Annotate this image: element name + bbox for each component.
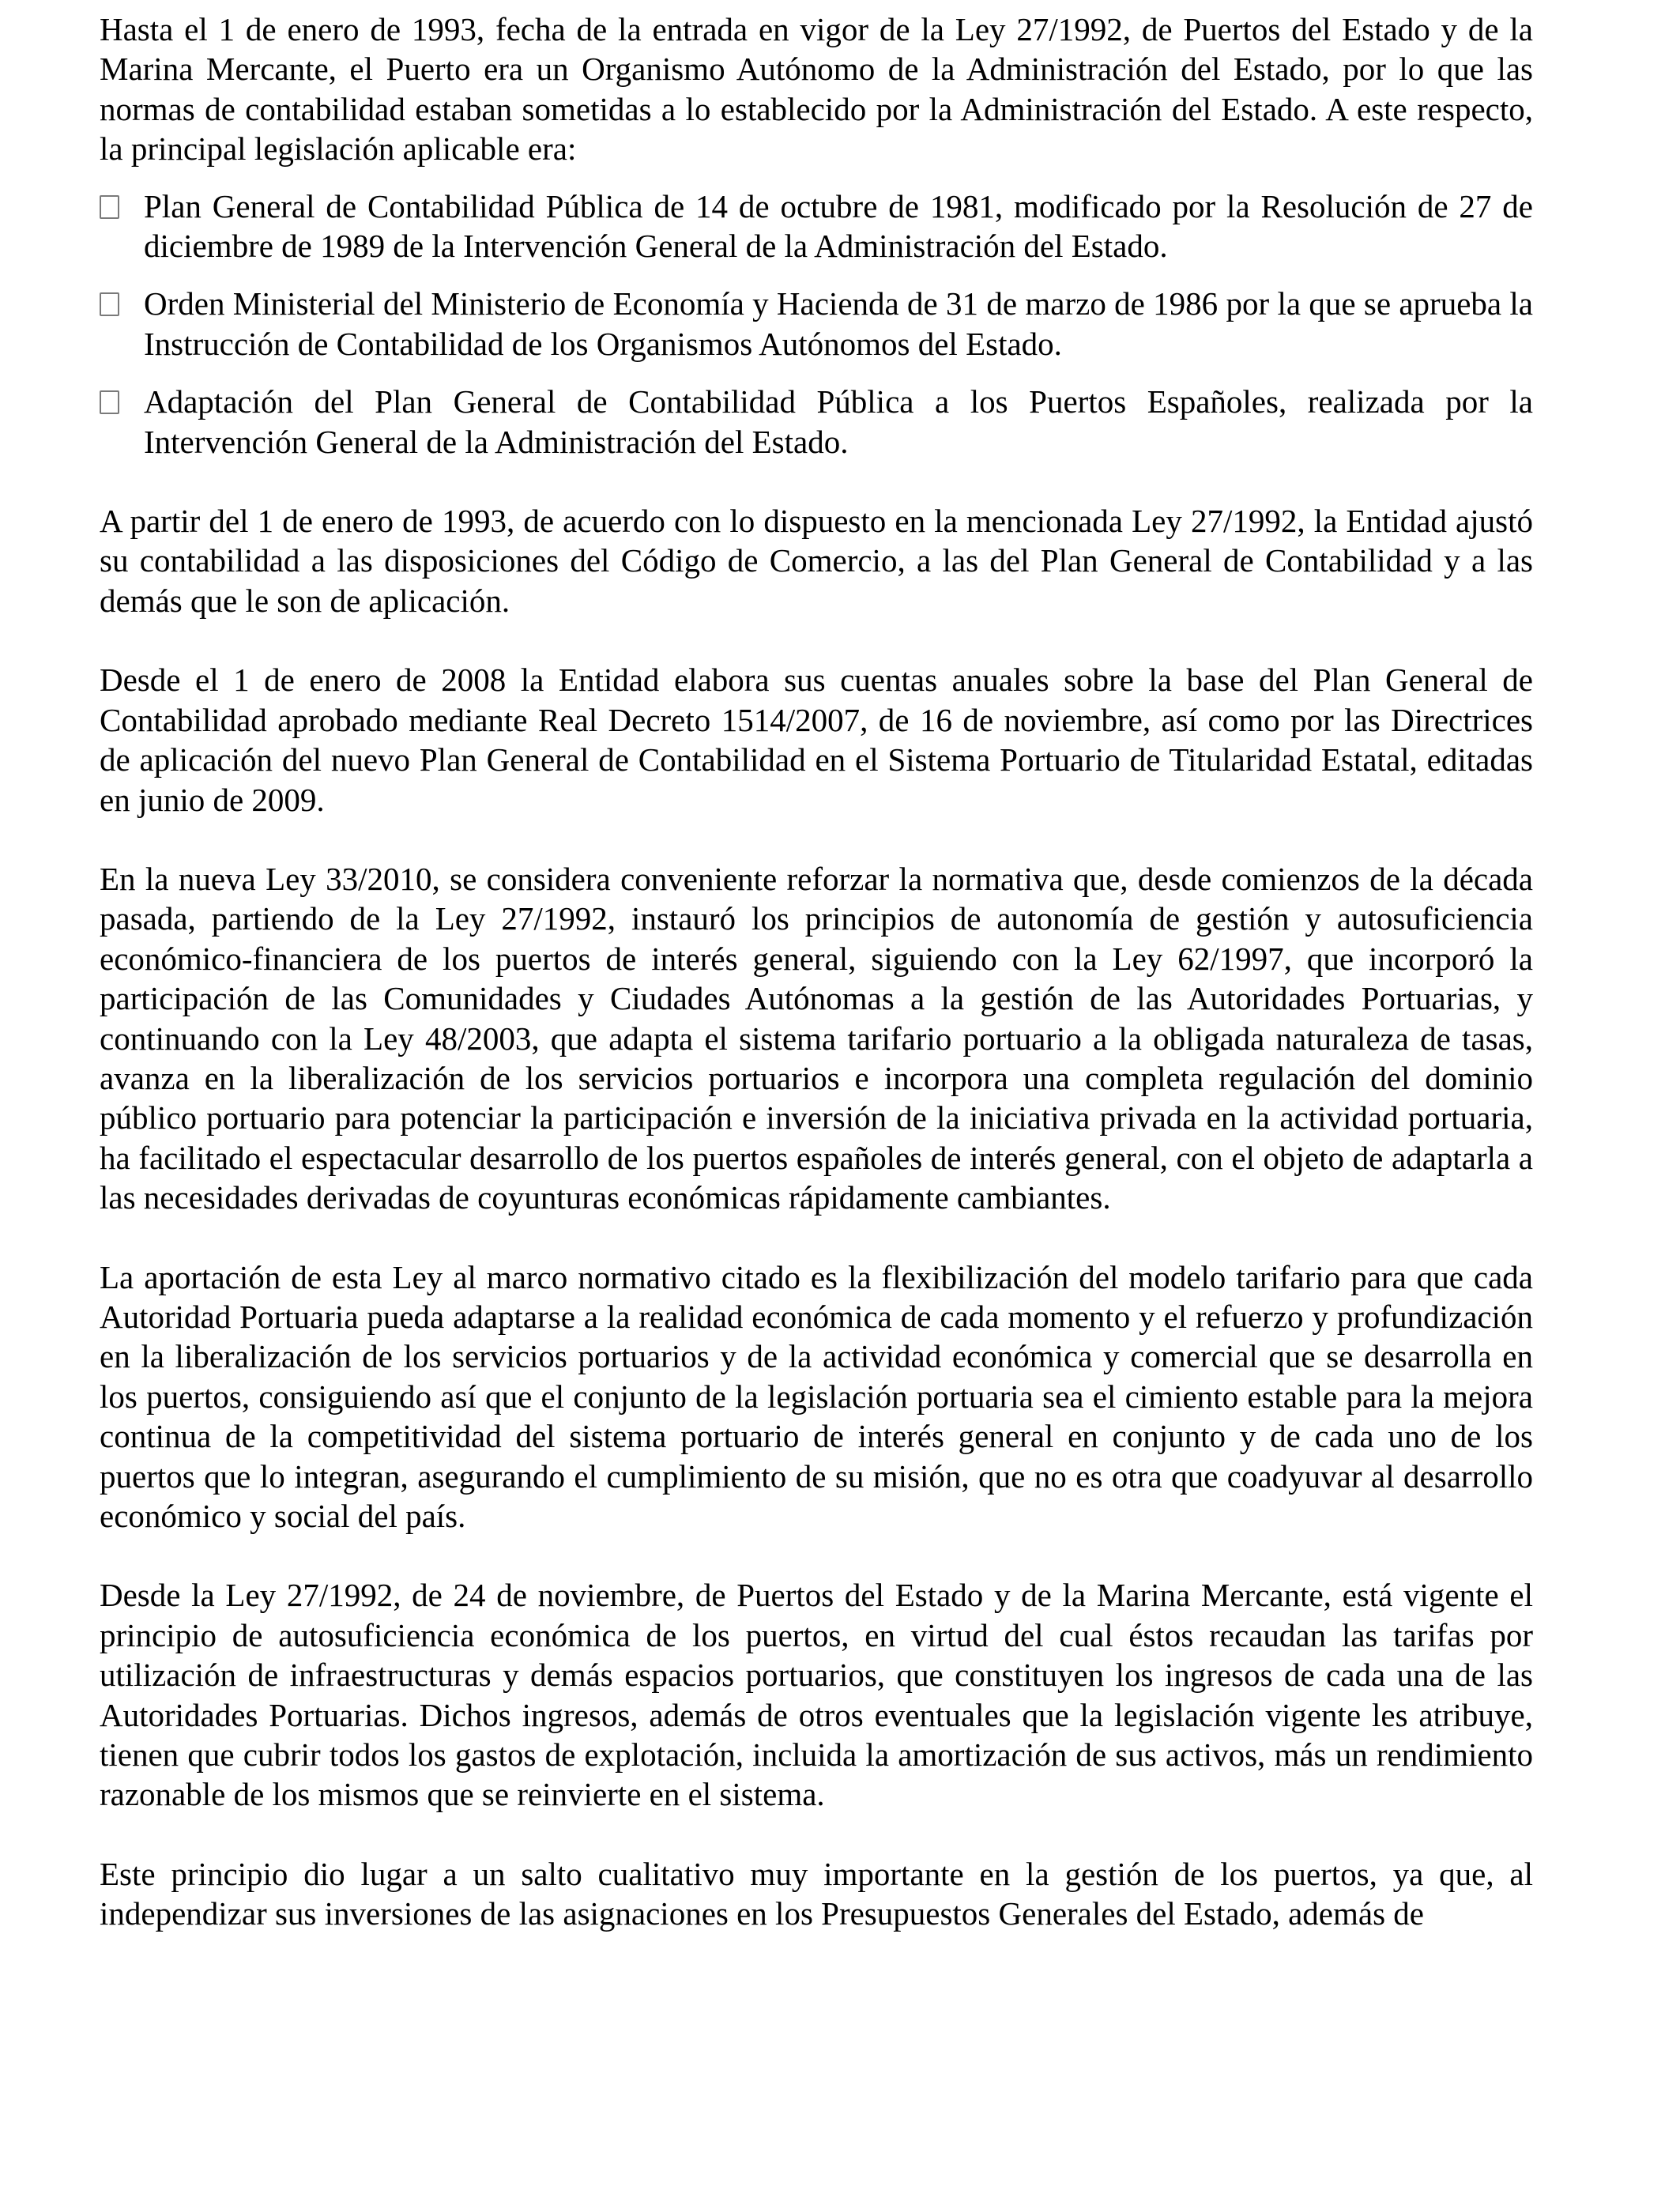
list-item-text: Adaptación del Plan General de Contabilidad Pública a los Puertos Españoles, realizada por la Intervención General de la Administración del Estado. <box>144 383 1533 460</box>
intro-paragraph: Hasta el 1 de enero de 1993, fecha de la entrada en vigor de la Ley 27/1992, de Puertos del Estado y de la Marina Mercante, el Puerto era un Organismo Autónomo de la Administración del Estado, por lo que las normas de contabilidad estaban sometidas a lo establecido por la Administración del Estado. A este respecto, la principal legislación aplicable era: <box>100 11 1533 168</box>
list-item <box>100 284 1533 364</box>
list-item <box>100 187 1533 266</box>
legislation-list <box>100 187 1533 462</box>
body-paragraph: A partir del 1 de enero de 1993, de acuerdo con lo dispuesto en la mencionada Ley 27/1992, la Entidad ajustó su contabilidad a las disposiciones del Código de Comercio, a las del Plan General de Contabilidad y a las demás que le son de aplicación. <box>100 503 1533 619</box>
document-page <box>100 9 1533 1973</box>
bullet-icon <box>100 390 119 414</box>
bullet-icon <box>100 195 119 219</box>
body-paragraph: En la nueva Ley 33/2010, se considera conveniente reforzar la normativa que, desde comienzos de la década pasada, partiendo de la Ley 27/1992, instauró los principios de autonomía de gestión y autosuficiencia económico-financiera de los puertos de interés general, siguiendo con la Ley 62/1997, que incorporó la participación de las Comunidades y Ciudades Autónomas a la gestión de las Autoridades Portuarias, y continuando con la Ley 48/2003, que adapta el sistema tarifario portuario a la obligada naturaleza de tasas, avanza en la liberalización de los servicios portuarios e incorpora una completa regulación del dominio público portuario para potenciar la participación e inversión de la iniciativa privada en la actividad portuaria, ha facilitado el espectacular desarrollo de los puertos españoles de interés general, con el objeto de adaptarla a las necesidades derivadas de coyunturas económicas rápidamente cambiantes. <box>100 860 1533 1216</box>
list-item-text: Orden Ministerial del Ministerio de Economía y Hacienda de 31 de marzo de 1986 por la que se aprueba la Instrucción de Contabilidad de los Organismos Autónomos del Estado. <box>144 285 1533 362</box>
body-paragraph: Este principio dio lugar a un salto cualitativo muy importante en la gestión de los puertos, ya que, al independizar sus inversiones de las asignaciones en los Presupuestos Generales del Estado, además de <box>100 1855 1533 1932</box>
body-paragraph: Desde el 1 de enero de 2008 la Entidad elabora sus cuentas anuales sobre la base del Plan General de Contabilidad aprobado mediante Real Decreto 1514/2007, de 16 de noviembre, así como por las Directrices de aplicación del nuevo Plan General de Contabilidad en el Sistema Portuario de Titularidad Estatal, editadas en junio de 2009. <box>100 662 1533 818</box>
list-item-text: Plan General de Contabilidad Pública de 14 de octubre de 1981, modificado por la Resolución de 27 de diciembre de 1989 de la Intervención General de la Administración del Estado. <box>144 187 1533 265</box>
bullet-icon <box>100 292 119 316</box>
body-paragraph: La aportación de esta Ley al marco normativo citado es la flexibilización del modelo tarifario para que cada Autoridad Portuaria pueda adaptarse a la realidad económica de cada momento y el refuerzo y profundización en la liberalización de los servicios portuarios y de la actividad económica y comercial que se desarrolla en los puertos, consiguiendo así que el conjunto de la legislación portuaria sea el cimiento estable para la mejora continua de la competitividad del sistema portuario de interés general en conjunto y de cada uno de los puertos que lo integran, asegurando el cumplimiento de su misión, que no es otra que coadyuvar al desarrollo económico y social del país. <box>100 1258 1533 1534</box>
body-paragraph: Desde la Ley 27/1992, de 24 de noviembre, de Puertos del Estado y de la Marina Mercante, está vigente el principio de autosuficiencia económica de los puertos, en virtud del cual éstos recaudan las tarifas por utilización de infraestructuras y demás espacios portuarios, que constituyen los ingresos de cada una de las Autoridades Portuarias. Dichos ingresos, además de otros eventuales que la legislación vigente les atribuye, tienen que cubrir todos los gastos de explotación, incluida la amortización de sus activos, más un rendimiento razonable de los mismos que se reinvierte en el sistema. <box>100 1577 1533 1813</box>
list-item <box>100 382 1533 462</box>
